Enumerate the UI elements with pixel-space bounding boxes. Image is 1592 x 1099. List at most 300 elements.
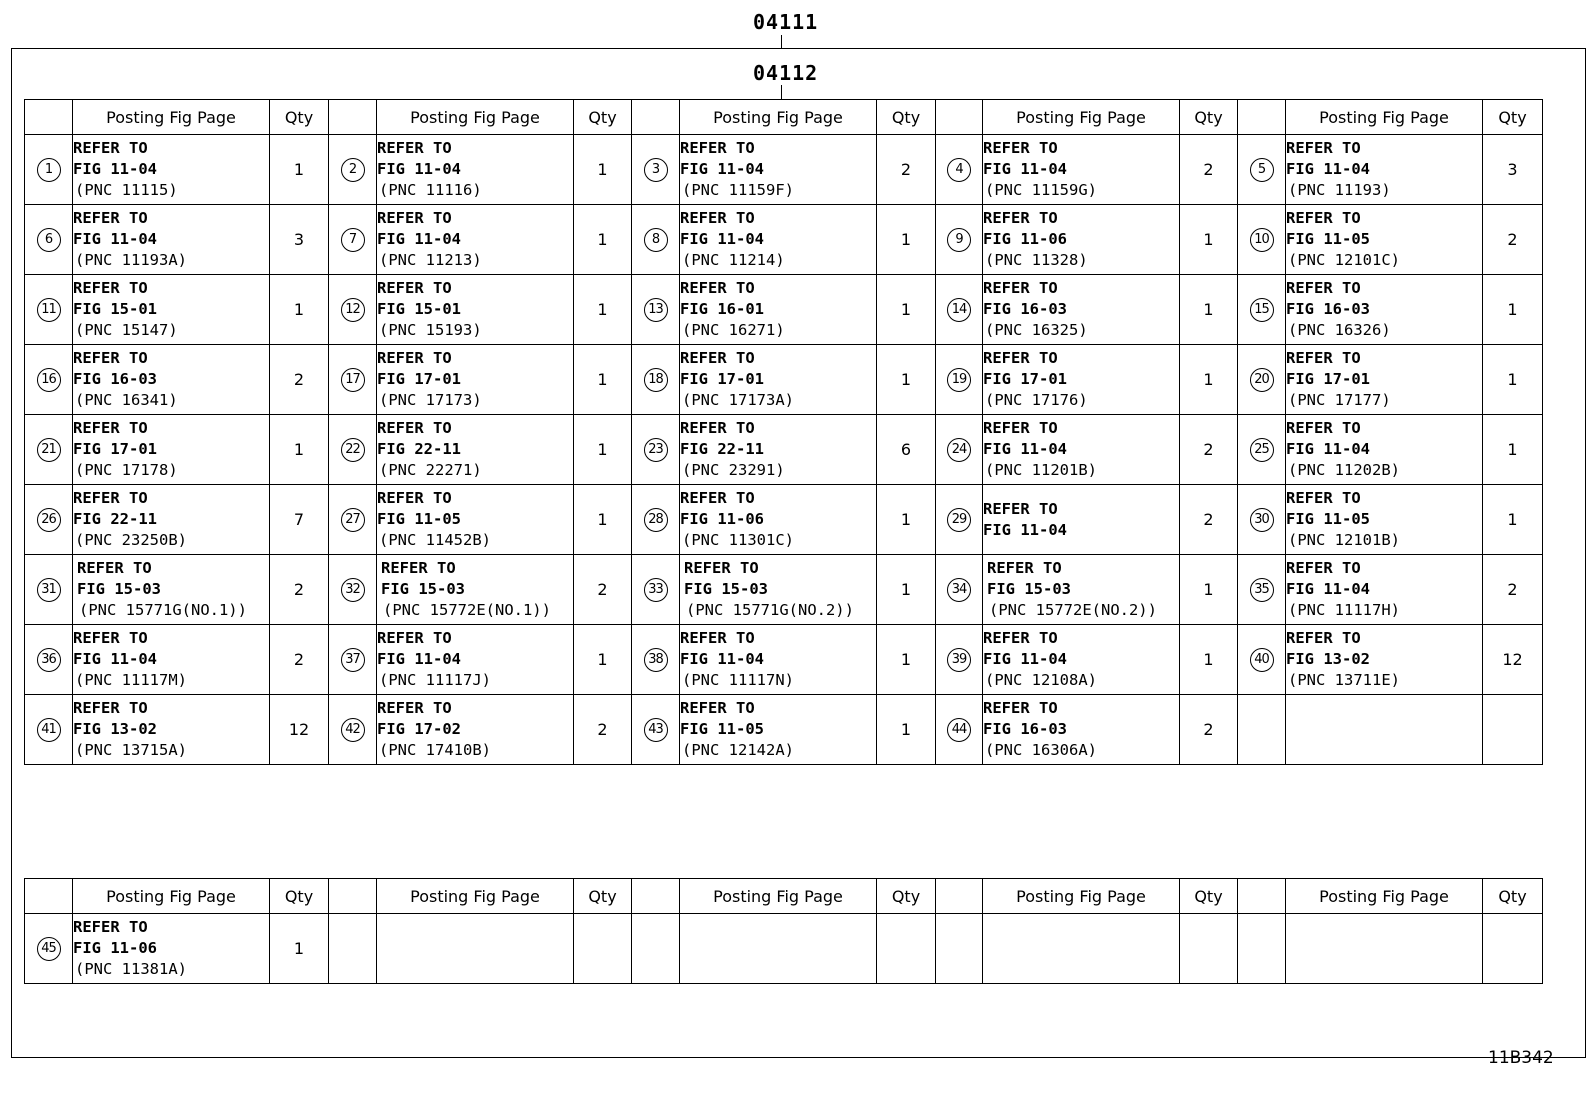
item-number-circle: 26 — [37, 508, 61, 532]
qty-cell: 2 — [270, 625, 329, 695]
qty-cell: 1 — [574, 135, 632, 205]
refer-to-text: REFER TO — [680, 629, 755, 647]
posting-fig-page-cell — [73, 205, 270, 275]
qty-cell: 1 — [877, 555, 936, 625]
posting-fig-page-cell — [1286, 415, 1483, 485]
refer-to-text: REFER TO — [983, 139, 1058, 157]
posting-fig-page-cell — [1286, 135, 1483, 205]
pnc-reference: (PNC 16341) — [75, 391, 178, 409]
posting-fig-page-cell — [1286, 205, 1483, 275]
posting-fig-page-cell — [73, 914, 270, 984]
qty-cell: 2 — [1180, 485, 1238, 555]
qty-cell: 12 — [1483, 625, 1543, 695]
refer-to-text: REFER TO — [377, 629, 452, 647]
pnc-reference: (PNC 23250B) — [75, 531, 187, 549]
posting-fig-page-cell — [983, 275, 1180, 345]
pnc-reference: (PNC 17173) — [379, 391, 482, 409]
header-row — [25, 879, 1543, 914]
qty-cell: 2 — [574, 555, 632, 625]
posting-fig-page-cell — [983, 345, 1180, 415]
header-posting-fig-page: Posting Fig Page — [983, 100, 1180, 135]
pnc-reference: (PNC 11202B) — [1288, 461, 1400, 479]
item-number-cell — [1238, 625, 1286, 695]
qty-cell: 2 — [574, 695, 632, 765]
fig-reference: FIG 15-01 — [377, 300, 461, 318]
posting-fig-page-cell — [1286, 914, 1483, 984]
posting-fig-page-cell — [1286, 555, 1483, 625]
item-number-cell — [1238, 205, 1286, 275]
item-number-cell — [936, 345, 983, 415]
item-number-circle: 13 — [644, 298, 668, 322]
header-number-cell — [632, 100, 680, 135]
header-number-cell — [936, 100, 983, 135]
pnc-reference: (PNC 16325) — [985, 321, 1088, 339]
item-number-circle: 20 — [1250, 368, 1274, 392]
posting-fig-page-cell — [983, 555, 1180, 625]
refer-to-text: REFER TO — [1286, 349, 1361, 367]
item-number-cell — [936, 485, 983, 555]
qty-cell — [574, 914, 632, 984]
fig-reference: FIG 11-04 — [377, 230, 461, 248]
qty-cell: 1 — [1180, 345, 1238, 415]
pnc-reference: (PNC 11193) — [1288, 181, 1391, 199]
qty-cell: 1 — [1180, 555, 1238, 625]
header-qty: Qty — [877, 100, 936, 135]
item-number-cell — [632, 914, 680, 984]
header-qty: Qty — [574, 100, 632, 135]
item-number-cell — [936, 914, 983, 984]
item-number-cell — [25, 275, 73, 345]
refer-to-text: REFER TO — [377, 419, 452, 437]
item-number-circle: 38 — [644, 648, 668, 672]
item-number-circle: 42 — [341, 718, 365, 742]
qty-cell — [1483, 914, 1543, 984]
refer-to-text: REFER TO — [73, 629, 148, 647]
refer-to-text: REFER TO — [983, 499, 1058, 518]
qty-cell: 7 — [270, 485, 329, 555]
item-number-circle: 40 — [1250, 648, 1274, 672]
item-number-cell — [632, 695, 680, 765]
refer-to-text: REFER TO — [983, 279, 1058, 297]
refer-to-text: REFER TO — [73, 139, 148, 157]
item-number-cell — [329, 625, 377, 695]
posting-fig-page-cell — [680, 345, 877, 415]
refer-to-text: REFER TO — [381, 559, 456, 577]
item-number-circle: 36 — [37, 648, 61, 672]
qty-cell: 1 — [574, 345, 632, 415]
qty-cell: 3 — [270, 205, 329, 275]
refer-to-text: REFER TO — [73, 699, 148, 717]
refer-to-text: REFER TO — [684, 559, 759, 577]
posting-fig-page-cell — [680, 275, 877, 345]
item-number-cell — [936, 695, 983, 765]
item-number-cell — [1238, 345, 1286, 415]
fig-reference: FIG 11-04 — [73, 230, 157, 248]
item-number-cell — [329, 695, 377, 765]
pnc-reference: (PNC 17173A) — [682, 391, 794, 409]
qty-cell: 1 — [1180, 625, 1238, 695]
pnc-reference: (PNC 11452B) — [379, 531, 491, 549]
subassembly-leader-line — [781, 85, 782, 99]
item-number-cell — [936, 135, 983, 205]
pnc-reference: (PNC 12142A) — [682, 741, 794, 759]
pnc-reference: (PNC 11201B) — [985, 461, 1097, 479]
item-number-cell — [329, 275, 377, 345]
posting-fig-page-cell — [73, 555, 270, 625]
qty-cell: 1 — [1180, 275, 1238, 345]
header-posting-fig-page: Posting Fig Page — [1286, 879, 1483, 914]
item-number-circle: 30 — [1250, 508, 1274, 532]
fig-reference: FIG 11-04 — [680, 650, 764, 668]
refer-to-text: REFER TO — [983, 349, 1058, 367]
posting-fig-page-cell — [377, 485, 574, 555]
fig-reference: FIG 13-02 — [73, 720, 157, 738]
refer-to-text: REFER TO — [73, 489, 148, 507]
fig-reference: FIG 15-03 — [684, 580, 768, 598]
fig-reference: FIG 17-01 — [73, 440, 157, 458]
refer-to-text: REFER TO — [73, 419, 148, 437]
item-number-cell — [329, 205, 377, 275]
pnc-reference: (PNC 11159F) — [682, 181, 794, 199]
qty-cell: 1 — [574, 275, 632, 345]
pnc-reference: (PNC 11213) — [379, 251, 482, 269]
item-number-cell — [632, 555, 680, 625]
refer-to-text: REFER TO — [680, 699, 755, 717]
refer-to-text: REFER TO — [1286, 209, 1361, 227]
item-number-circle: 45 — [37, 937, 61, 961]
pnc-reference: (PNC 11159G) — [985, 181, 1097, 199]
posting-fig-page-cell — [983, 914, 1180, 984]
item-number-cell — [25, 914, 73, 984]
qty-cell — [1180, 914, 1238, 984]
item-number-circle: 39 — [947, 648, 971, 672]
header-qty: Qty — [270, 879, 329, 914]
pnc-reference: (PNC 15147) — [75, 321, 178, 339]
table-row — [25, 135, 1543, 205]
item-number-cell — [329, 345, 377, 415]
header-posting-fig-page: Posting Fig Page — [73, 100, 270, 135]
refer-to-text: REFER TO — [983, 699, 1058, 717]
fig-reference: FIG 17-01 — [983, 370, 1067, 388]
fig-reference: FIG 11-05 — [1286, 230, 1370, 248]
pnc-reference: (PNC 13715A) — [75, 741, 187, 759]
posting-fig-page-cell — [983, 485, 1180, 555]
fig-reference: FIG 11-06 — [73, 939, 157, 957]
refer-to-text: REFER TO — [377, 699, 452, 717]
item-number-cell — [329, 415, 377, 485]
item-number-circle: 35 — [1250, 578, 1274, 602]
posting-fig-page-cell — [377, 275, 574, 345]
header-posting-fig-page: Posting Fig Page — [1286, 100, 1483, 135]
qty-cell: 1 — [877, 275, 936, 345]
posting-fig-page-cell — [73, 345, 270, 415]
header-qty: Qty — [1483, 879, 1543, 914]
posting-fig-page-cell — [377, 345, 574, 415]
item-number-circle: 17 — [341, 368, 365, 392]
figure-code: 11B342 — [1488, 1048, 1554, 1068]
item-number-circle: 24 — [947, 438, 971, 462]
item-number-cell — [632, 485, 680, 555]
pnc-reference: (PNC 17410B) — [379, 741, 491, 759]
item-number-cell — [1238, 914, 1286, 984]
pnc-reference: (PNC 23291) — [682, 461, 785, 479]
item-number-cell — [329, 914, 377, 984]
item-number-circle: 29 — [947, 508, 971, 532]
item-number-circle: 27 — [341, 508, 365, 532]
item-number-cell — [1238, 135, 1286, 205]
qty-cell: 2 — [1180, 135, 1238, 205]
posting-fig-page-cell — [377, 135, 574, 205]
item-number-circle: 41 — [37, 718, 61, 742]
item-number-cell — [25, 345, 73, 415]
item-number-circle: 22 — [341, 438, 365, 462]
item-number-circle: 33 — [644, 578, 668, 602]
item-number-cell — [329, 555, 377, 625]
table-row — [25, 345, 1543, 415]
fig-reference: FIG 15-03 — [381, 580, 465, 598]
fig-reference: FIG 17-02 — [377, 720, 461, 738]
qty-cell: 2 — [270, 345, 329, 415]
fig-reference: FIG 11-06 — [680, 510, 764, 528]
header-posting-fig-page: Posting Fig Page — [680, 100, 877, 135]
fig-reference: FIG 11-04 — [983, 650, 1067, 668]
posting-fig-page-cell — [377, 625, 574, 695]
pnc-reference: (PNC 15771G(NO.1)) — [79, 601, 247, 619]
refer-to-text: REFER TO — [377, 209, 452, 227]
posting-fig-page-cell — [983, 135, 1180, 205]
item-number-cell — [25, 135, 73, 205]
posting-fig-page-cell — [680, 695, 877, 765]
refer-to-text: REFER TO — [680, 279, 755, 297]
fig-reference: FIG 11-04 — [680, 230, 764, 248]
fig-reference: FIG 15-01 — [73, 300, 157, 318]
posting-fig-page-cell — [680, 914, 877, 984]
qty-cell: 2 — [1483, 555, 1543, 625]
item-number-circle: 8 — [644, 228, 668, 252]
subassembly-label: 04112 — [753, 61, 819, 85]
item-number-circle: 10 — [1250, 228, 1274, 252]
posting-fig-page-cell — [680, 205, 877, 275]
pnc-reference: (PNC 11117J) — [379, 671, 491, 689]
item-number-cell — [25, 555, 73, 625]
qty-cell: 2 — [1180, 695, 1238, 765]
fig-reference: FIG 11-04 — [983, 520, 1067, 539]
fig-reference: FIG 13-02 — [1286, 650, 1370, 668]
fig-reference: FIG 11-04 — [680, 160, 764, 178]
refer-to-text: REFER TO — [680, 349, 755, 367]
pnc-reference: (PNC 11116) — [379, 181, 482, 199]
refer-to-text: REFER TO — [73, 349, 148, 367]
posting-fig-page-cell — [377, 914, 574, 984]
pnc-reference: (PNC 15772E(NO.1)) — [383, 601, 551, 619]
pnc-reference: (PNC 11381A) — [75, 960, 187, 978]
item-number-cell — [632, 275, 680, 345]
posting-fig-page-cell — [73, 625, 270, 695]
item-number-cell — [632, 135, 680, 205]
item-number-cell — [25, 695, 73, 765]
header-number-cell — [329, 100, 377, 135]
posting-fig-page-cell — [983, 205, 1180, 275]
pnc-reference: (PNC 12101C) — [1288, 251, 1400, 269]
qty-cell: 1 — [1483, 485, 1543, 555]
fig-reference: FIG 22-11 — [73, 510, 157, 528]
posting-fig-page-cell — [1286, 345, 1483, 415]
item-number-circle: 19 — [947, 368, 971, 392]
item-number-circle: 14 — [947, 298, 971, 322]
refer-to-text: REFER TO — [983, 629, 1058, 647]
posting-fig-page-cell — [1286, 625, 1483, 695]
table-row — [25, 625, 1543, 695]
refer-to-text: REFER TO — [377, 349, 452, 367]
table-row — [25, 695, 1543, 765]
refer-to-text: REFER TO — [1286, 139, 1361, 157]
posting-fig-page-cell — [73, 135, 270, 205]
qty-cell: 1 — [877, 695, 936, 765]
qty-cell: 1 — [877, 485, 936, 555]
fig-reference: FIG 11-04 — [1286, 440, 1370, 458]
table-row — [25, 275, 1543, 345]
pnc-reference: (PNC 16306A) — [985, 741, 1097, 759]
posting-fig-page-cell — [1286, 485, 1483, 555]
header-number-cell — [25, 879, 73, 914]
pnc-reference: (PNC 11328) — [985, 251, 1088, 269]
qty-cell: 6 — [877, 415, 936, 485]
header-qty: Qty — [1180, 100, 1238, 135]
header-posting-fig-page: Posting Fig Page — [680, 879, 877, 914]
fig-reference: FIG 11-05 — [680, 720, 764, 738]
qty-cell — [877, 914, 936, 984]
posting-fig-page-cell — [1286, 695, 1483, 765]
refer-to-text: REFER TO — [377, 279, 452, 297]
qty-cell: 1 — [270, 275, 329, 345]
fig-reference: FIG 16-03 — [983, 720, 1067, 738]
header-number-cell — [329, 879, 377, 914]
posting-fig-page-cell — [377, 555, 574, 625]
qty-cell: 1 — [270, 914, 329, 984]
table-row — [25, 205, 1543, 275]
item-number-cell — [936, 555, 983, 625]
posting-fig-page-cell — [680, 555, 877, 625]
fig-reference: FIG 11-04 — [1286, 580, 1370, 598]
qty-cell: 1 — [270, 135, 329, 205]
item-number-circle: 28 — [644, 508, 668, 532]
posting-fig-page-cell — [377, 205, 574, 275]
qty-cell: 1 — [574, 415, 632, 485]
qty-cell: 1 — [1180, 205, 1238, 275]
posting-fig-page-cell — [983, 415, 1180, 485]
item-number-circle: 1 — [37, 158, 61, 182]
fig-reference: FIG 11-05 — [1286, 510, 1370, 528]
pnc-reference: (PNC 15772E(NO.2)) — [989, 601, 1157, 619]
item-number-circle: 34 — [947, 578, 971, 602]
item-number-circle: 23 — [644, 438, 668, 462]
header-row — [25, 100, 1543, 135]
fig-reference: FIG 15-03 — [987, 580, 1071, 598]
header-qty: Qty — [877, 879, 936, 914]
fig-reference: FIG 11-04 — [377, 160, 461, 178]
refer-to-text: REFER TO — [73, 209, 148, 227]
refer-to-text: REFER TO — [987, 559, 1062, 577]
qty-cell: 2 — [1180, 415, 1238, 485]
header-qty: Qty — [1483, 100, 1543, 135]
qty-cell: 3 — [1483, 135, 1543, 205]
item-number-cell — [25, 205, 73, 275]
pnc-reference: (PNC 15193) — [379, 321, 482, 339]
refer-to-text: REFER TO — [377, 139, 452, 157]
item-number-cell — [329, 135, 377, 205]
qty-cell: 1 — [877, 625, 936, 695]
pnc-reference: (PNC 16326) — [1288, 321, 1391, 339]
item-number-cell — [936, 415, 983, 485]
item-number-circle: 44 — [947, 718, 971, 742]
fig-reference: FIG 11-06 — [983, 230, 1067, 248]
posting-fig-page-cell — [377, 695, 574, 765]
refer-to-text: REFER TO — [77, 559, 152, 577]
item-number-cell — [1238, 275, 1286, 345]
item-number-cell — [1238, 695, 1286, 765]
parts-reference-table — [24, 99, 1543, 765]
refer-to-text: REFER TO — [680, 419, 755, 437]
assembly-leader-line — [781, 35, 782, 48]
pnc-reference: (PNC 15771G(NO.2)) — [686, 601, 854, 619]
item-number-cell — [632, 205, 680, 275]
item-number-cell — [936, 275, 983, 345]
refer-to-text: REFER TO — [680, 209, 755, 227]
fig-reference: FIG 16-03 — [73, 370, 157, 388]
item-number-circle: 15 — [1250, 298, 1274, 322]
item-number-cell — [632, 415, 680, 485]
header-posting-fig-page: Posting Fig Page — [73, 879, 270, 914]
fig-reference: FIG 11-04 — [377, 650, 461, 668]
item-number-cell — [25, 415, 73, 485]
item-number-circle: 5 — [1250, 158, 1274, 182]
item-number-cell — [936, 205, 983, 275]
assembly-label: 04111 — [753, 10, 819, 34]
item-number-cell — [1238, 415, 1286, 485]
refer-to-text: REFER TO — [73, 918, 148, 936]
fig-reference: FIG 11-04 — [983, 440, 1067, 458]
fig-reference: FIG 17-01 — [377, 370, 461, 388]
qty-cell: 12 — [270, 695, 329, 765]
item-number-cell — [1238, 485, 1286, 555]
header-posting-fig-page: Posting Fig Page — [377, 879, 574, 914]
pnc-reference: (PNC 11214) — [682, 251, 785, 269]
fig-reference: FIG 16-03 — [983, 300, 1067, 318]
item-number-circle: 4 — [947, 158, 971, 182]
item-number-circle: 2 — [341, 158, 365, 182]
fig-reference: FIG 22-11 — [680, 440, 764, 458]
item-number-cell — [25, 625, 73, 695]
item-number-circle: 9 — [947, 228, 971, 252]
qty-cell: 1 — [1483, 345, 1543, 415]
header-posting-fig-page: Posting Fig Page — [983, 879, 1180, 914]
posting-fig-page-cell — [680, 485, 877, 555]
qty-cell — [1483, 695, 1543, 765]
refer-to-text: REFER TO — [1286, 419, 1361, 437]
qty-cell: 1 — [1483, 415, 1543, 485]
pnc-reference: (PNC 17176) — [985, 391, 1088, 409]
item-number-circle: 18 — [644, 368, 668, 392]
qty-cell: 2 — [877, 135, 936, 205]
item-number-circle: 6 — [37, 228, 61, 252]
posting-fig-page-cell — [377, 415, 574, 485]
item-number-circle: 32 — [341, 578, 365, 602]
refer-to-text: REFER TO — [680, 139, 755, 157]
qty-cell: 1 — [574, 205, 632, 275]
pnc-reference: (PNC 16271) — [682, 321, 785, 339]
fig-reference: FIG 16-03 — [1286, 300, 1370, 318]
posting-fig-page-cell — [983, 625, 1180, 695]
